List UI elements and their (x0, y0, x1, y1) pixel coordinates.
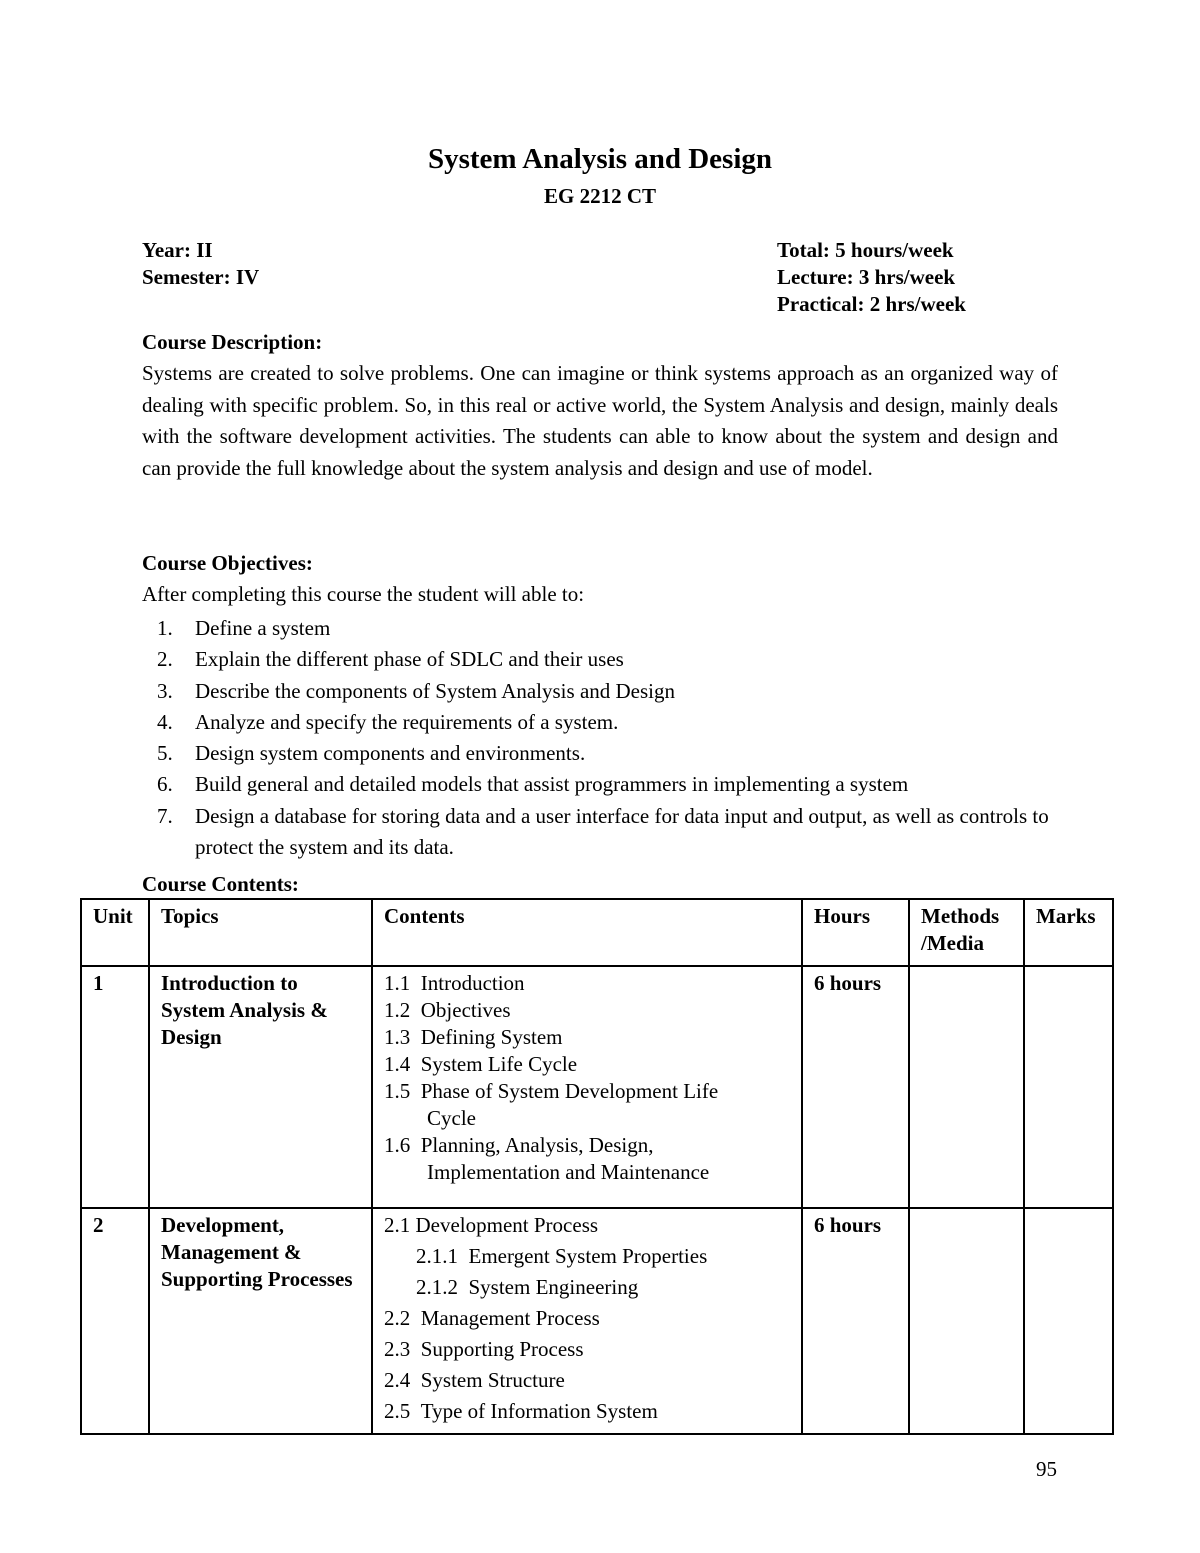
content-item-text: Objectives (420, 998, 511, 1022)
objective-number: 6. (157, 772, 173, 797)
content-item (384, 1305, 790, 1332)
content-item (384, 1132, 790, 1159)
objective-text: Explain the different phase of SDLC and their uses (195, 647, 624, 672)
course-code: EG 2212 CT (543, 184, 656, 208)
unit-cell: 2 (81, 1208, 149, 1434)
objective-number: 1. (157, 616, 173, 640)
content-item-text: Defining System (420, 1025, 563, 1049)
marks-cell (1024, 1208, 1113, 1434)
content-item-number: 1.5 (384, 1079, 411, 1103)
objective-number: 3. (157, 678, 173, 703)
content-item (384, 1212, 790, 1239)
content-item-number: 2.3 (384, 1337, 411, 1361)
page-number: 95 (1036, 1457, 1057, 1481)
unit-cell: 1 (81, 966, 149, 1208)
contents-heading: Course Contents: (142, 872, 299, 896)
practical-hours-label: Practical: 2 hrs/week (777, 292, 966, 316)
year-label: Year: II (142, 238, 213, 262)
marks-cell (1024, 966, 1113, 1208)
content-item-number: 1.2 (384, 998, 411, 1022)
column-header-topics: Topics (149, 899, 372, 966)
objective-text: Build general and detailed models that assist programmers in implementing a system (195, 772, 909, 797)
content-item (384, 1024, 790, 1051)
column-header-unit: Unit (81, 899, 149, 966)
objective-item (142, 738, 1062, 769)
objective-text: Design system components and environments. (195, 741, 586, 766)
content-item-text: System Structure (420, 1368, 565, 1392)
content-item (384, 1051, 790, 1078)
content-item-text: System Life Cycle (420, 1052, 578, 1076)
content-item-continuation: Implementation and Maintenance (427, 1160, 710, 1184)
objectives-intro: After completing this course the student will able to: (142, 582, 585, 606)
content-item-text: Management Process (420, 1306, 600, 1330)
objective-item (142, 769, 1062, 800)
content-item-number: 1.1 (384, 971, 411, 995)
page-title: System Analysis and Design (427, 143, 773, 175)
content-item-text: Emergent System Properties (468, 1244, 708, 1268)
table-header-row (81, 899, 1113, 966)
objective-item (142, 707, 1062, 738)
course-contents-table (80, 898, 1114, 1435)
content-item (384, 1398, 790, 1425)
objective-text: Define a system (195, 616, 331, 640)
content-item-number: 1.3 (384, 1025, 411, 1049)
content-item-text: Planning, Analysis, Design, (420, 1133, 654, 1157)
objective-item (142, 613, 1062, 644)
content-item-text: Introduction (420, 971, 525, 995)
content-item (384, 970, 790, 997)
objectives-list (142, 613, 1062, 863)
column-header-methods: Methods /Media (909, 899, 1024, 966)
lecture-hours-label: Lecture: 3 hrs/week (777, 265, 956, 289)
objective-text: Analyze and specify the requirements of a system. (195, 709, 619, 734)
content-item-number: 2.1 (384, 1213, 411, 1237)
table-row (81, 966, 1113, 1208)
content-item-number: 2.5 (384, 1399, 411, 1423)
content-item (384, 1243, 790, 1270)
table-row (81, 1208, 1113, 1434)
objective-number: 7. (157, 803, 173, 828)
contents-cell (372, 1208, 802, 1434)
content-item-continuation: Cycle (427, 1106, 476, 1130)
hours-cell: 6 hours (802, 1208, 909, 1434)
objectives-heading: Course Objectives: (142, 551, 313, 575)
content-item (384, 1274, 790, 1301)
hours-cell: 6 hours (802, 966, 909, 1208)
contents-cell (372, 966, 802, 1208)
objective-number: 4. (157, 709, 173, 734)
content-item-text: Supporting Process (420, 1337, 584, 1361)
topic-cell: Development, Management & Supporting Processes (149, 1208, 372, 1434)
content-item-text: System Engineering (468, 1275, 639, 1299)
topic-cell: Introduction to System Analysis & Design (149, 966, 372, 1208)
objective-item (142, 644, 1062, 675)
objective-text: Describe the components of System Analysis and Design (195, 678, 676, 703)
methods-cell (909, 1208, 1024, 1434)
course-meta-right (777, 237, 966, 318)
description-text: Systems are created to solve problems. One can imagine or think systems approach as an organized way of dealing with specific problem. So, in this real or active world, the System Analysis and design, mainly deals with the software development activities. The students can able to know about the system and design and can provide the full knowledge about the system analysis and design and use of model. (142, 361, 1058, 480)
course-meta-left (142, 237, 259, 291)
content-item-number: 1.6 (384, 1133, 411, 1157)
column-header-marks: Marks (1024, 899, 1113, 966)
content-item-number: 2.2 (384, 1306, 411, 1330)
content-item-text: Phase of System Development Life (420, 1079, 719, 1103)
total-hours-label: Total: 5 hours/week (777, 238, 954, 262)
objective-item (142, 676, 1062, 707)
content-item (384, 1078, 790, 1105)
semester-label: Semester: IV (142, 265, 260, 289)
content-item-number: 1.4 (384, 1052, 411, 1076)
content-item-number: 2.1.2 (416, 1275, 458, 1299)
content-item-text: Type of Information System (420, 1399, 658, 1423)
objective-item (142, 801, 1062, 864)
objective-text: Design a database for storing data and a user interface for data input and output, as well as controls to protect the system and its data. (195, 803, 1049, 860)
content-item-number: 2.1.1 (416, 1244, 458, 1268)
content-item (384, 1336, 790, 1363)
content-item-text: Development Process (415, 1213, 599, 1237)
methods-cell (909, 966, 1024, 1208)
content-item (384, 997, 790, 1024)
content-item (384, 1367, 790, 1394)
column-header-contents: Contents (372, 899, 802, 966)
column-header-hours: Hours (802, 899, 909, 966)
content-item-number: 2.4 (384, 1368, 411, 1392)
description-heading: Course Description: (142, 330, 323, 354)
objective-number: 2. (157, 647, 173, 672)
objective-number: 5. (157, 741, 173, 766)
